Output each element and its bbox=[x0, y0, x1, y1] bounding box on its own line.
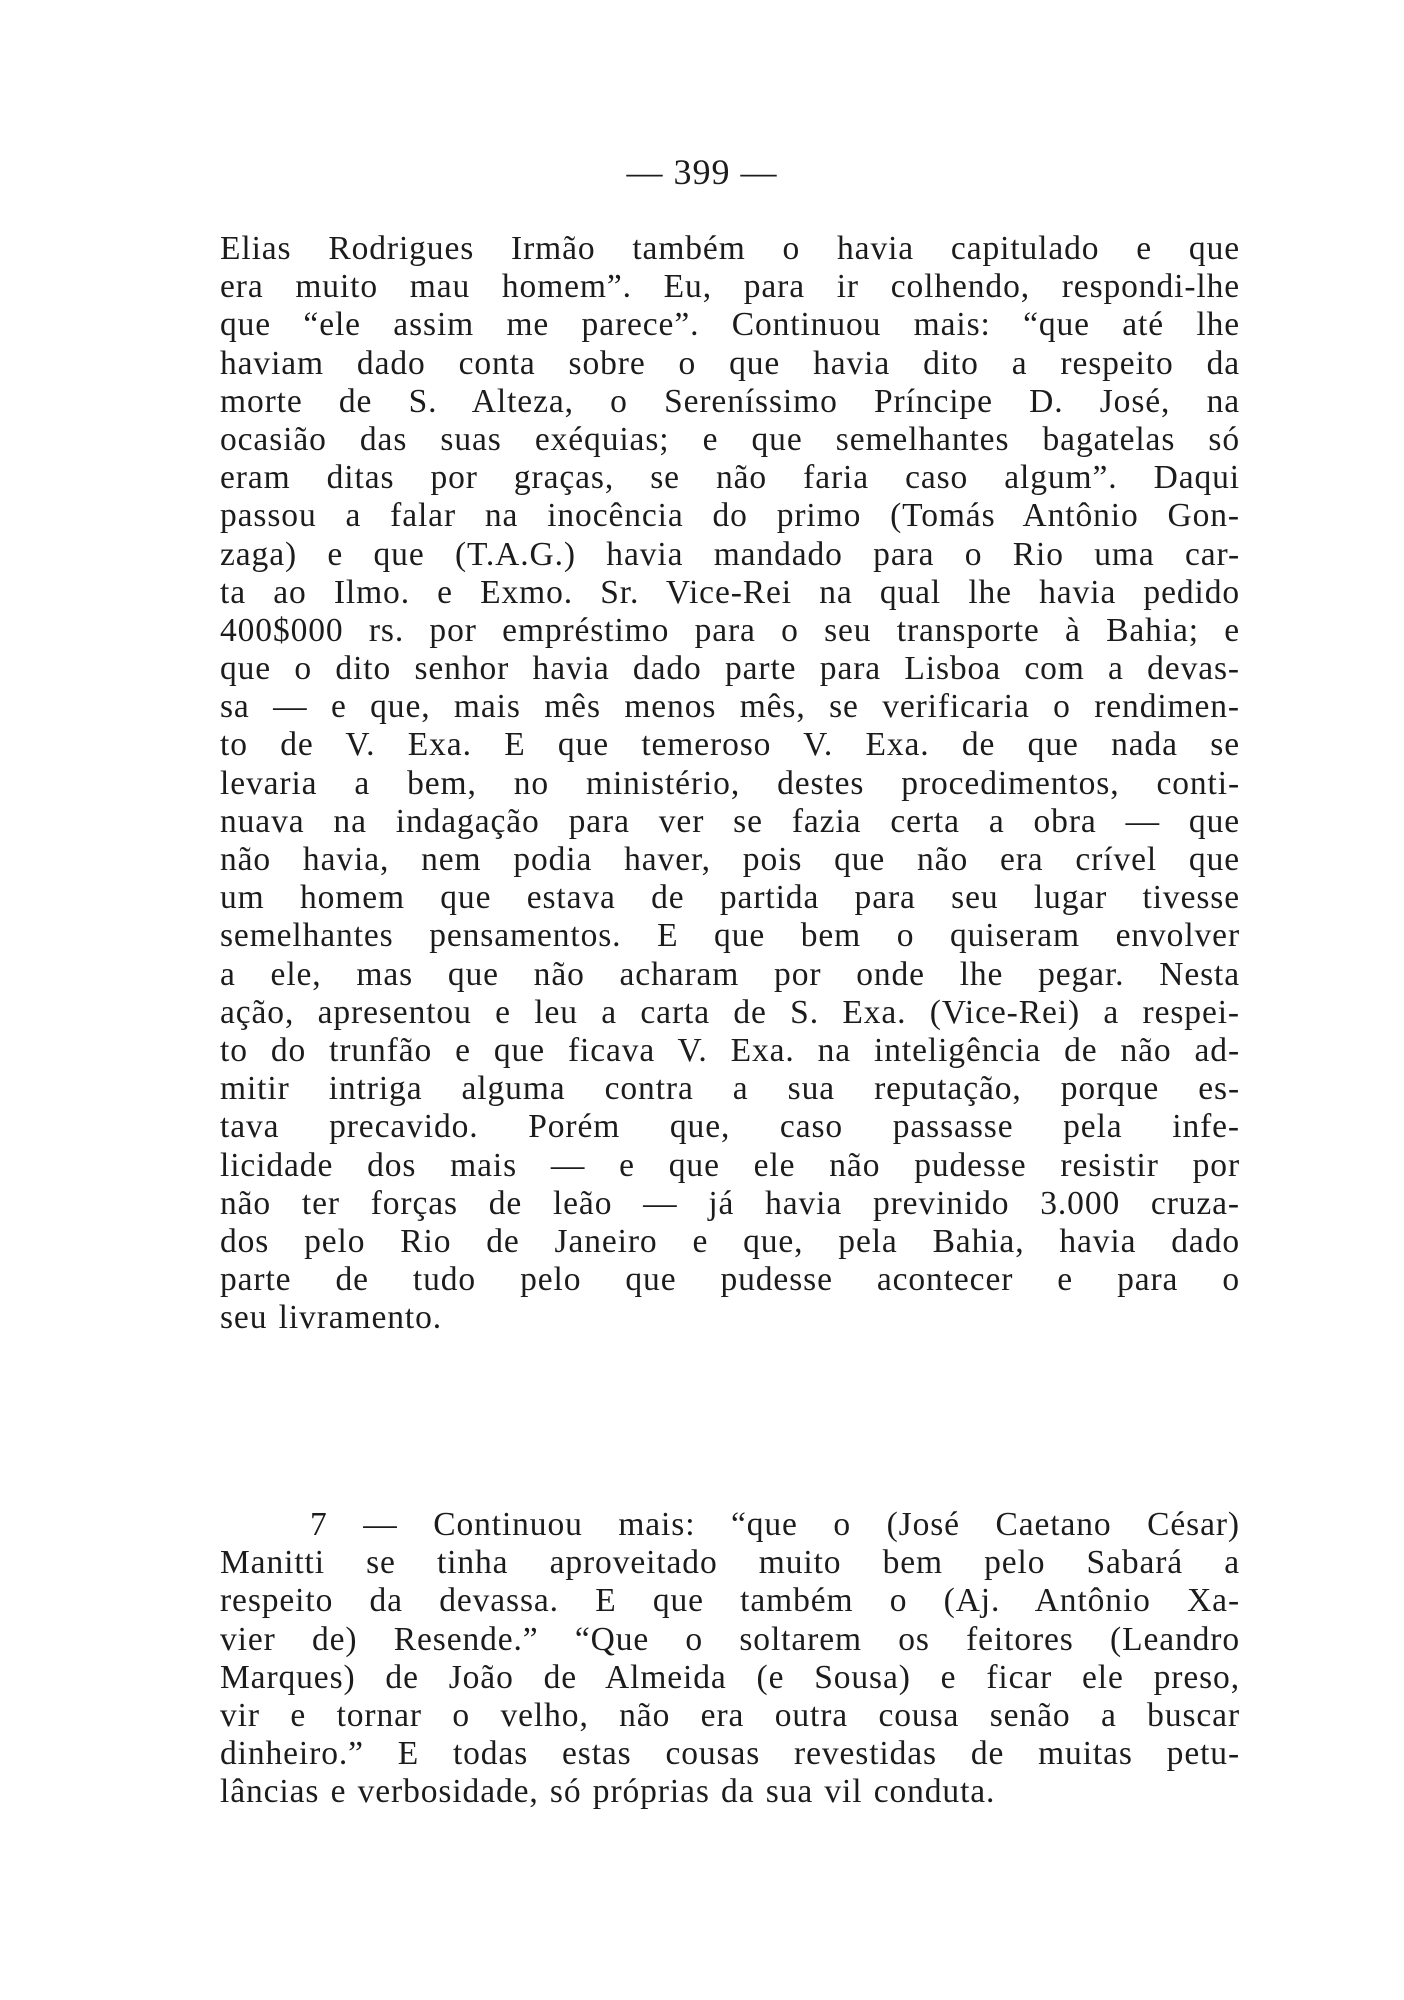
text-line: haviam dado conta sobre o que havia dito a respeito da bbox=[220, 344, 1240, 382]
text-line: Elias Rodrigues Irmão também o havia capitulado e que bbox=[220, 230, 1240, 267]
text-line: to de V. Exa. E que temeroso V. Exa. de que nada se bbox=[220, 726, 1240, 764]
text-line: parte de tudo pelo que pudesse acontecer e para o bbox=[220, 1261, 1240, 1299]
text-line: dinheiro.” E todas estas cousas revestidas de muitas petu- bbox=[220, 1735, 1240, 1773]
text-line: 400$000 rs. por empréstimo para o seu transporte à Bahia; e bbox=[220, 611, 1240, 649]
text-line: morte de S. Alteza, o Sereníssimo Príncipe D. José, na bbox=[220, 382, 1240, 420]
text-line: não havia, nem podia haver, pois que não era crível que bbox=[220, 841, 1240, 878]
text-line: vier de) Resende.” “Que o soltarem os feitores (Leandro bbox=[220, 1620, 1240, 1658]
text-line: Marques) de João de Almeida (e Sousa) e ficar ele preso, bbox=[220, 1658, 1240, 1696]
text-line: Manitti se tinha aproveitado muito bem pelo Sabará a bbox=[220, 1544, 1240, 1582]
text-line: sa — e que, mais mês menos mês, se verificaria o rendimen- bbox=[220, 688, 1240, 726]
text-line: lâncias e verbosidade, só próprias da sua vil conduta. bbox=[220, 1773, 996, 1811]
text-line: licidade dos mais — e que ele não pudesse resistir por bbox=[220, 1146, 1240, 1184]
text-line: que o dito senhor havia dado parte para Lisboa com a devas- bbox=[220, 650, 1240, 688]
paragraph-2 bbox=[220, 1506, 1240, 1812]
text-line: dos pelo Rio de Janeiro e que, pela Bahia, havia dado bbox=[220, 1222, 1240, 1260]
text-line: que “ele assim me parece”. Continuou mais: “que até lhe bbox=[220, 306, 1240, 344]
text-line: um homem que estava de partida para seu lugar tivesse bbox=[220, 879, 1240, 917]
text-line: vir e tornar o velho, não era outra cousa senão a buscar bbox=[220, 1696, 1240, 1734]
page-number: — 399 — bbox=[626, 152, 778, 192]
text-line: respeito da devassa. E que também o (Aj. Antônio Xa- bbox=[220, 1582, 1240, 1620]
text-line: nuava na indagação para ver se fazia certa a obra — que bbox=[220, 802, 1240, 840]
text-line: a ele, mas que não acharam por onde lhe pegar. Nesta bbox=[220, 955, 1240, 993]
text-line: ocasião das suas exéquias; e que semelhantes bagatelas só bbox=[220, 420, 1240, 458]
text-line: zaga) e que (T.A.G.) havia mandado para o Rio uma car- bbox=[220, 535, 1240, 573]
text-line: tava precavido. Porém que, caso passasse pela infe- bbox=[220, 1108, 1240, 1146]
text-line: mitir intriga alguma contra a sua reputação, porque es- bbox=[220, 1070, 1240, 1108]
text-line: era muito mau homem”. Eu, para ir colhendo, respondi-lhe bbox=[220, 268, 1240, 306]
text-line: eram ditas por graças, se não faria caso algum”. Daqui bbox=[220, 459, 1240, 497]
text-line: ação, apresentou e leu a carta de S. Exa. (Vice-Rei) a respei- bbox=[220, 993, 1240, 1031]
text-line: ta ao Ilmo. e Exmo. Sr. Vice-Rei na qual lhe havia pedido bbox=[220, 573, 1240, 611]
text-line: seu livramento. bbox=[220, 1299, 443, 1337]
text-line: semelhantes pensamentos. E que bem o quiseram envolver bbox=[220, 917, 1240, 955]
text-line: 7 — Continuou mais: “que o (José Caetano César) bbox=[310, 1506, 1240, 1543]
text-line: não ter forças de leão — já havia previnido 3.000 cruza- bbox=[220, 1184, 1240, 1222]
text-line: passou a falar na inocência do primo (Tomás Antônio Gon- bbox=[220, 497, 1240, 535]
text-line: levaria a bem, no ministério, destes procedimentos, conti- bbox=[220, 764, 1240, 802]
paragraph-1 bbox=[220, 230, 1240, 1337]
text-line: to do trunfão e que ficava V. Exa. na inteligência de não ad- bbox=[220, 1031, 1240, 1069]
